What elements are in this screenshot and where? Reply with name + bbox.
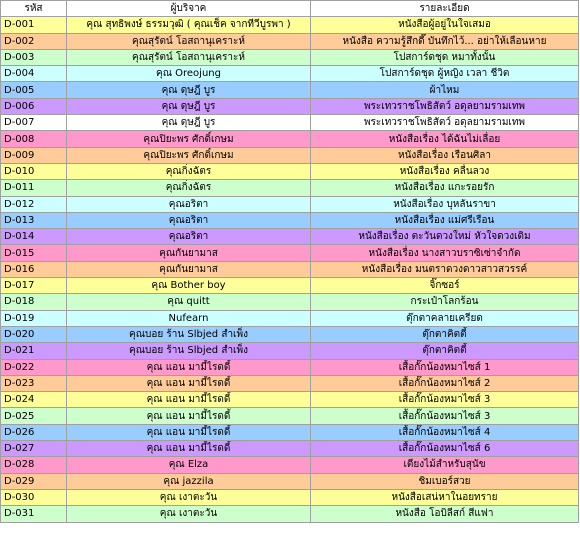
row-giver: คุณบอย ร้าน Slbjed สำเพ็ง — [67, 343, 311, 359]
row-detail: หนังสือเรื่อง มนตราดวงดาวสาวสวรรค์ — [311, 261, 579, 277]
row-giver: คุณสุรัตน์ โอสถานุเคราะห์ — [67, 49, 311, 65]
row-code: D-018 — [1, 294, 67, 310]
table-row — [1, 17, 579, 33]
table-row — [1, 473, 579, 489]
header-giver: ผู้บริจาค — [67, 1, 311, 17]
row-giver: คุณสุรัตน์ โอสถานุเคราะห์ — [67, 33, 311, 49]
row-code: D-020 — [1, 326, 67, 342]
row-detail: ตุ๊กตาคิตตี้ — [311, 343, 579, 359]
table-row — [1, 310, 579, 326]
row-giver: คุณปิยะพร ศักดิ์เกษม — [67, 147, 311, 163]
row-giver: คุณ Bother boy — [67, 278, 311, 294]
table-row — [1, 196, 579, 212]
row-giver: คุณ แอน มามี้ไรดดี้ — [67, 441, 311, 457]
row-detail: หนังสือ โอบิลีสก์ สีแฟา — [311, 506, 579, 522]
row-giver: คุณ แอน มามี้ไรดดี้ — [67, 359, 311, 375]
row-code: D-021 — [1, 343, 67, 359]
row-code: D-029 — [1, 473, 67, 489]
row-detail: หนังสือเสน่หาในอยทราย — [311, 489, 579, 505]
row-code: D-022 — [1, 359, 67, 375]
row-detail: กระเป๋าโลกร้อน — [311, 294, 579, 310]
table-row — [1, 278, 579, 294]
table-row — [1, 229, 579, 245]
row-giver: คุณ แอน มามี้ไรดดี้ — [67, 424, 311, 440]
row-code: D-019 — [1, 310, 67, 326]
row-giver: คุณอริตา — [67, 212, 311, 228]
row-giver: คุณกิ่งฉัตร — [67, 180, 311, 196]
table-row — [1, 212, 579, 228]
row-code: D-027 — [1, 441, 67, 457]
table-row — [1, 49, 579, 65]
row-detail: หนังสือเรื่อง คลื่นลวง — [311, 163, 579, 179]
row-giver: Nufearn — [67, 310, 311, 326]
row-code: D-004 — [1, 66, 67, 82]
row-code: D-008 — [1, 131, 67, 147]
table-row — [1, 66, 579, 82]
table-row — [1, 457, 579, 473]
row-detail: หนังสือเรื่อง ตะวันดวงใหม่ หัวใจดวงเดิม — [311, 229, 579, 245]
row-detail: หนังสือเรื่อง นางสาวบราซิเซ่าจำกัด — [311, 245, 579, 261]
table-row — [1, 261, 579, 277]
row-detail: เสื้อกั๊กน้องหมาไซส์ 2 — [311, 375, 579, 391]
row-giver: คุณ Elza — [67, 457, 311, 473]
row-code: D-028 — [1, 457, 67, 473]
row-code: D-023 — [1, 375, 67, 391]
row-detail: เสื้อกั๊กน้องหมาไซส์ 3 — [311, 392, 579, 408]
row-detail: โปสการ์ดชุด หมาทั้งนั้น — [311, 49, 579, 65]
row-code: D-014 — [1, 229, 67, 245]
row-code: D-024 — [1, 392, 67, 408]
row-detail: เสื้อกั๊กน้องหมาไซส์ 4 — [311, 424, 579, 440]
row-code: D-005 — [1, 82, 67, 98]
row-code: D-016 — [1, 261, 67, 277]
row-giver: คุณ สุทธิพงษ์ ธรรมวุฒิ ( คุณเช็ค จากทีวีบูรพา ) — [67, 17, 311, 33]
row-code: D-026 — [1, 424, 67, 440]
table-row — [1, 163, 579, 179]
row-giver: คุณ ดุษฎี บูร — [67, 98, 311, 114]
row-giver: คุณอริตา — [67, 229, 311, 245]
row-detail: ตุ๊กตาคิตตี้ — [311, 326, 579, 342]
row-giver: คุณ เงาตะวัน — [67, 506, 311, 522]
row-giver: คุณ ดุษฎี บูร — [67, 115, 311, 131]
row-giver: คุณ แอน มามี้ไรดดี้ — [67, 375, 311, 391]
row-code: D-017 — [1, 278, 67, 294]
row-code: D-006 — [1, 98, 67, 114]
row-detail: โปสการ์ดชุด ผู้หญิง เวลา ชีวิต — [311, 66, 579, 82]
row-code: D-010 — [1, 163, 67, 179]
table-row — [1, 180, 579, 196]
row-detail: หนังสือเรื่อง เรือนศิลา — [311, 147, 579, 163]
table-row — [1, 33, 579, 49]
table-row — [1, 82, 579, 98]
row-code: D-011 — [1, 180, 67, 196]
row-detail: หนังสือเรื่อง แกะรอยรัก — [311, 180, 579, 196]
row-code: D-025 — [1, 408, 67, 424]
table-row — [1, 98, 579, 114]
row-detail: ตุ๊กตาคลายเครียด — [311, 310, 579, 326]
row-giver: คุณ ดุษฎี บูร — [67, 82, 311, 98]
row-detail: หนังสือเรื่อง แม่ศรีเรือน — [311, 212, 579, 228]
table-row — [1, 147, 579, 163]
table-row — [1, 441, 579, 457]
row-giver: คุณกิ่งฉัตร — [67, 163, 311, 179]
header-detail: รายละเอียด — [311, 1, 579, 17]
row-giver: คุณ Oreojung — [67, 66, 311, 82]
row-code: D-012 — [1, 196, 67, 212]
row-detail: พระเทวราชโพธิสัตว์ อดุลยามรามเทพ — [311, 98, 579, 114]
row-code: D-030 — [1, 489, 67, 505]
table-row — [1, 359, 579, 375]
row-detail: พระเทวราชโพธิสัตว์ อดุลยามรามเทพ — [311, 115, 579, 131]
header-code: รหัส — [1, 1, 67, 17]
table-row — [1, 294, 579, 310]
row-code: D-007 — [1, 115, 67, 131]
row-code: D-003 — [1, 49, 67, 65]
row-giver: คุณปิยะพร ศักดิ์เกษม — [67, 131, 311, 147]
row-giver: คุณ quitt — [67, 294, 311, 310]
table-row — [1, 489, 579, 505]
table-row — [1, 375, 579, 391]
row-code: D-002 — [1, 33, 67, 49]
row-code: D-009 — [1, 147, 67, 163]
table-row — [1, 343, 579, 359]
table-row — [1, 115, 579, 131]
table-row — [1, 326, 579, 342]
row-detail: ผ้าไหม — [311, 82, 579, 98]
row-giver: คุณ แอน มามี้ไรดดี้ — [67, 392, 311, 408]
row-giver: คุณกันยามาส — [67, 261, 311, 277]
header-row — [1, 1, 579, 17]
row-detail: หนังสือผู้อยู่ในใจเสมอ — [311, 17, 579, 33]
row-detail: หนังสือ ความรู้สึกดี๊ บันทึกไว้... อย่าให้เลือนหาย — [311, 33, 579, 49]
row-detail: เสื้อกั๊กน้องหมาไซส์ 1 — [311, 359, 579, 375]
table-row — [1, 424, 579, 440]
row-detail: เตียงไม้สำหรับสุนัข — [311, 457, 579, 473]
row-giver: คุณ เงาตะวัน — [67, 489, 311, 505]
row-giver: คุณอริตา — [67, 196, 311, 212]
table-row — [1, 392, 579, 408]
row-code: D-001 — [1, 17, 67, 33]
row-detail: จิ๊กซอร์ — [311, 278, 579, 294]
row-giver: คุณบอย ร้าน Slbjed สำเพ็ง — [67, 326, 311, 342]
row-giver: คุณ jazzila — [67, 473, 311, 489]
row-code: D-015 — [1, 245, 67, 261]
row-detail: เสื้อกั๊กน้องหมาไซส์ 6 — [311, 441, 579, 457]
row-detail: เสื้อกั๊กน้องหมาไซส์ 3 — [311, 408, 579, 424]
row-detail: ชิมเบอร์สวย — [311, 473, 579, 489]
row-detail: หนังสือเรื่อง ได้ฉันไม่เลื่อย — [311, 131, 579, 147]
row-detail: หนังสือเรื่อง บุหลันราขา — [311, 196, 579, 212]
row-code: D-031 — [1, 506, 67, 522]
table-row — [1, 408, 579, 424]
table-row — [1, 506, 579, 522]
row-giver: คุณกันยามาส — [67, 245, 311, 261]
row-giver: คุณ แอน มามี้ไรดดี้ — [67, 408, 311, 424]
table-row — [1, 245, 579, 261]
table-row — [1, 131, 579, 147]
row-code: D-013 — [1, 212, 67, 228]
